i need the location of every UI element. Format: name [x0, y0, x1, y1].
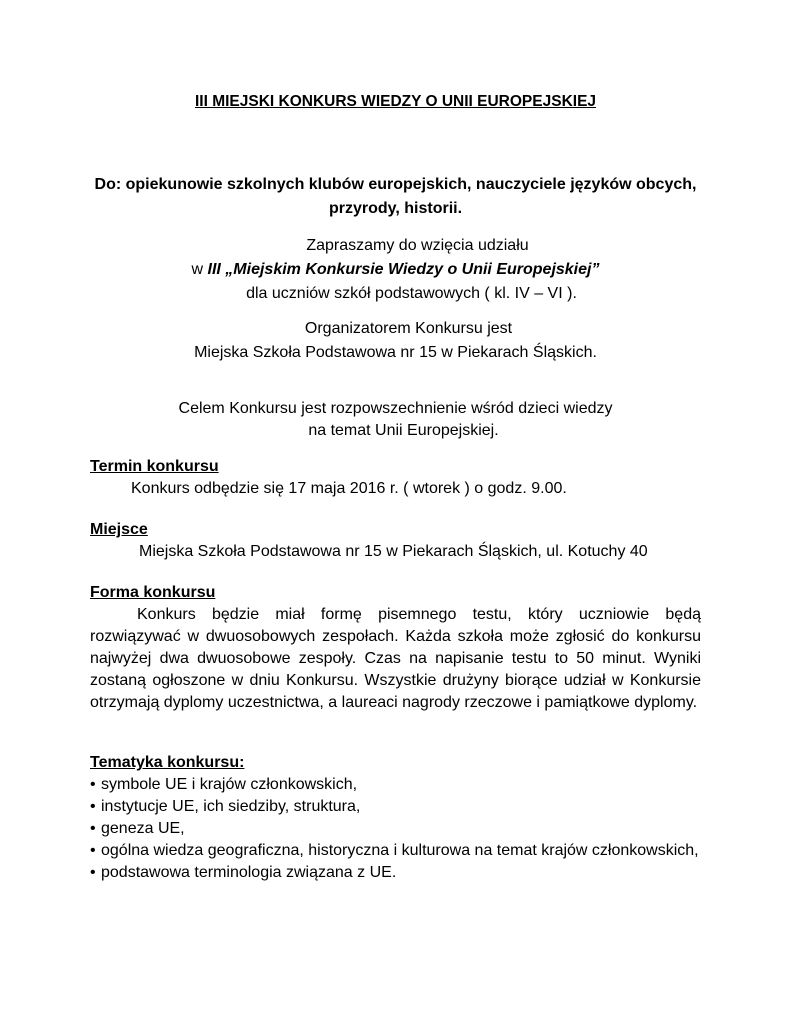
tematyka-heading: Tematyka konkursu:	[90, 754, 245, 771]
organizer-line-2: Miejska Szkoła Podstawowa nr 15 w Piekarach Śląskich.	[194, 344, 597, 361]
list-item: • symbole UE i krajów członkowskich,	[90, 774, 701, 796]
goal	[0, 398, 791, 442]
organizer-line-1: Organizatorem Konkursu jest	[304, 320, 513, 337]
bullet-icon: •	[90, 864, 96, 881]
termin-text: Konkurs odbędzie się 17 maja 2016 r. ( wtorek ) o godz. 9.00.	[131, 480, 567, 497]
bullet-icon: •	[90, 820, 96, 837]
list-item: • ogólna wiedza geograficzna, historyczna i kulturowa na temat krajów członkowskich,	[90, 840, 701, 862]
invitation-line-2	[0, 258, 791, 282]
invitation-prefix: w	[191, 261, 208, 278]
competition-name: III „Miejskim Konkursie Wiedzy o Unii Europejskiej”	[207, 261, 600, 278]
section-miejsce	[90, 519, 701, 563]
invitation-line-1: Zapraszamy do wzięcia udziału	[306, 237, 529, 254]
list-item: • geneza UE,	[90, 818, 701, 840]
bullet-icon: •	[90, 842, 96, 859]
termin-heading: Termin konkursu	[90, 458, 219, 475]
organizer	[0, 317, 791, 365]
miejsce-text: Miejska Szkoła Podstawowa nr 15 w Piekarach Śląskich, ul. Kotuchy 40	[139, 543, 648, 560]
list-item: • instytucje UE, ich siedziby, struktura,	[90, 796, 701, 818]
section-forma	[90, 582, 701, 714]
goal-line-2: na temat Unii Europejskiej.	[308, 422, 499, 439]
miejsce-heading: Miejsce	[90, 521, 148, 538]
invitation	[0, 234, 791, 306]
document-title: III MIEJSKI KONKURS WIEDZY O UNII EUROPEJSKIEJ	[194, 93, 597, 110]
bullet-icon: •	[90, 776, 96, 793]
forma-heading: Forma konkursu	[90, 584, 216, 601]
goal-line-1: Celem Konkursu jest rozpowszechnienie wśród dzieci wiedzy	[178, 400, 613, 417]
section-termin	[90, 456, 701, 500]
list-item: • podstawowa terminologia związana z UE.	[90, 862, 701, 884]
topics-list	[90, 774, 701, 884]
forma-text: Konkurs będzie miał formę pisemnego testu, który uczniowie będą rozwiązywać w dwuosobowych zespołach. Każda szkoła może zgłosić do konkursu najwyżej dwa dwuosobowe zespoły. Czas na napisanie testu to 50 minut. Wyniki zostaną ogłoszone w dniu Konkursu. Wszystkie drużyny biorące udział w Konkursie otrzymają dyplomy uczestnictwa, a laureaci nagrody rzeczowe i pamiątkowe dyplomy.	[90, 606, 701, 711]
addressee-line-1: Do: opiekunowie szkolnych klubów europejskich, nauczyciele języków obcych,	[94, 176, 697, 193]
bullet-icon: •	[90, 798, 96, 815]
addressee-line-2: przyrody, historii.	[328, 200, 463, 217]
invitation-line-3: dla uczniów szkół podstawowych ( kl. IV – VI ).	[246, 285, 577, 302]
section-tematyka	[90, 752, 701, 884]
addressee	[90, 173, 701, 221]
